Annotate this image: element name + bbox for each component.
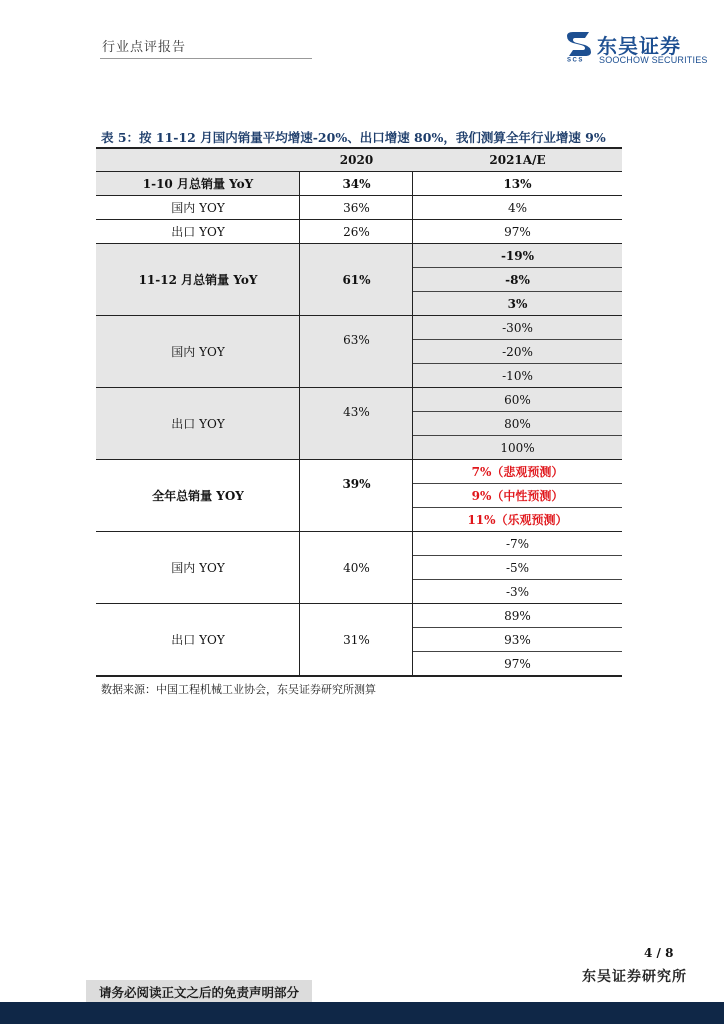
row-label-domestic: 国内 YOY xyxy=(96,316,300,387)
scenario-value: 80% xyxy=(413,412,622,435)
scenario-value-pessimistic: 7%（悲观预测） xyxy=(471,465,564,479)
table-rule xyxy=(413,435,622,436)
table-top-rule xyxy=(96,147,622,149)
row-value-2020-filler xyxy=(300,436,413,459)
table-header-cell-2020: 2020 xyxy=(300,148,413,171)
table-rule xyxy=(413,291,622,292)
row-value-2020: 63% xyxy=(300,316,413,364)
table-rule xyxy=(413,627,622,628)
row-label-total-11-12: 11-12 月总销量 YoY xyxy=(96,244,300,315)
row-value-2021: 4% xyxy=(507,200,528,215)
row-value-2020: 36% xyxy=(343,200,370,215)
table-rule xyxy=(96,459,622,460)
table-rule xyxy=(413,579,622,580)
table-rule xyxy=(96,243,622,244)
table-source-note: 数据来源：中国工程机械工业协会，东吴证券研究所测算 xyxy=(101,683,376,696)
table-rule xyxy=(413,651,622,652)
row-value-2021: 97% xyxy=(504,224,531,239)
table-header-cell-label xyxy=(96,148,300,171)
scenario-value-optimistic: 11%（乐观预测） xyxy=(467,513,568,527)
row-label-export: 出口 YOY xyxy=(171,633,225,647)
table-rule xyxy=(413,411,622,412)
table-rule xyxy=(96,387,622,388)
scenario-value: -19% xyxy=(413,244,622,267)
row-value-2020: 31% xyxy=(343,632,370,647)
scenario-value: 97% xyxy=(504,656,531,671)
table-rule xyxy=(413,363,622,364)
table-rule xyxy=(96,531,622,532)
scenario-value: -8% xyxy=(413,268,622,291)
row-label-export: 出口 YOY xyxy=(96,388,300,459)
scenario-value-neutral: 9%（中性预测） xyxy=(471,489,564,503)
brand-logo-icon xyxy=(563,30,597,62)
brand-name-cn: 东吴证券 xyxy=(597,34,681,58)
scenario-value: 3% xyxy=(413,292,622,315)
row-value-2020: 40% xyxy=(343,560,370,575)
report-type-label: 行业点评报告 xyxy=(102,40,187,55)
table-rule xyxy=(413,555,622,556)
table-rule xyxy=(96,219,622,220)
row-label-full-year: 全年总销量 YOY xyxy=(152,489,244,503)
table-rule xyxy=(413,267,622,268)
table-bottom-rule xyxy=(96,675,622,677)
table-header-cell-2021: 2021A/E xyxy=(413,148,622,171)
page-number: 4 / 8 xyxy=(644,946,674,960)
table-caption: 表 5：按 11-12 月国内销量平均增速-20%、出口增速 80%，我们测算全年行业增速 9% xyxy=(101,130,606,145)
row-label-total-1-10: 1-10 月总销量 YoY xyxy=(96,172,300,195)
brand-abbr: SCS xyxy=(567,57,584,62)
table-column-rule xyxy=(299,171,300,676)
row-label-domestic: 国内 YOY xyxy=(171,561,225,575)
row-value-2020: 61% xyxy=(300,244,413,315)
scenario-value: -3% xyxy=(505,584,530,599)
brand-name-en: SOOCHOW SECURITIES xyxy=(599,55,708,65)
table-rule xyxy=(413,483,622,484)
table-rule xyxy=(413,339,622,340)
header-underline xyxy=(100,58,312,59)
table-rule xyxy=(96,603,622,604)
scenario-value: -30% xyxy=(413,316,622,339)
table-column-rule xyxy=(412,171,413,676)
brand-logo xyxy=(563,30,713,70)
row-value-2020: 43% xyxy=(300,388,413,436)
scenario-value: -7% xyxy=(505,536,530,551)
footer-bar xyxy=(0,1002,724,1024)
table-rule xyxy=(413,507,622,508)
scenario-value: -10% xyxy=(413,364,622,387)
scenario-value: 89% xyxy=(504,608,531,623)
row-value-2021: 13% xyxy=(503,176,532,191)
firm-name-footer: 东吴证券研究所 xyxy=(582,969,687,985)
scenario-value: 93% xyxy=(504,632,531,647)
table-rule xyxy=(96,315,622,316)
scenario-value: -5% xyxy=(505,560,530,575)
table-rule xyxy=(96,171,622,172)
row-value-2020: 34% xyxy=(342,176,371,191)
row-value-2020-filler xyxy=(300,364,413,387)
table-rule xyxy=(96,195,622,196)
row-value-2020: 26% xyxy=(343,224,370,239)
row-label-export: 出口 YOY xyxy=(171,225,225,239)
row-label-domestic: 国内 YOY xyxy=(171,201,225,215)
scenario-value: 100% xyxy=(413,436,622,459)
row-value-2020: 39% xyxy=(342,477,371,491)
scenario-value: -20% xyxy=(413,340,622,363)
disclaimer-tab: 请务必阅读正文之后的免责声明部分 xyxy=(86,980,312,1004)
scenario-value: 60% xyxy=(413,388,622,411)
